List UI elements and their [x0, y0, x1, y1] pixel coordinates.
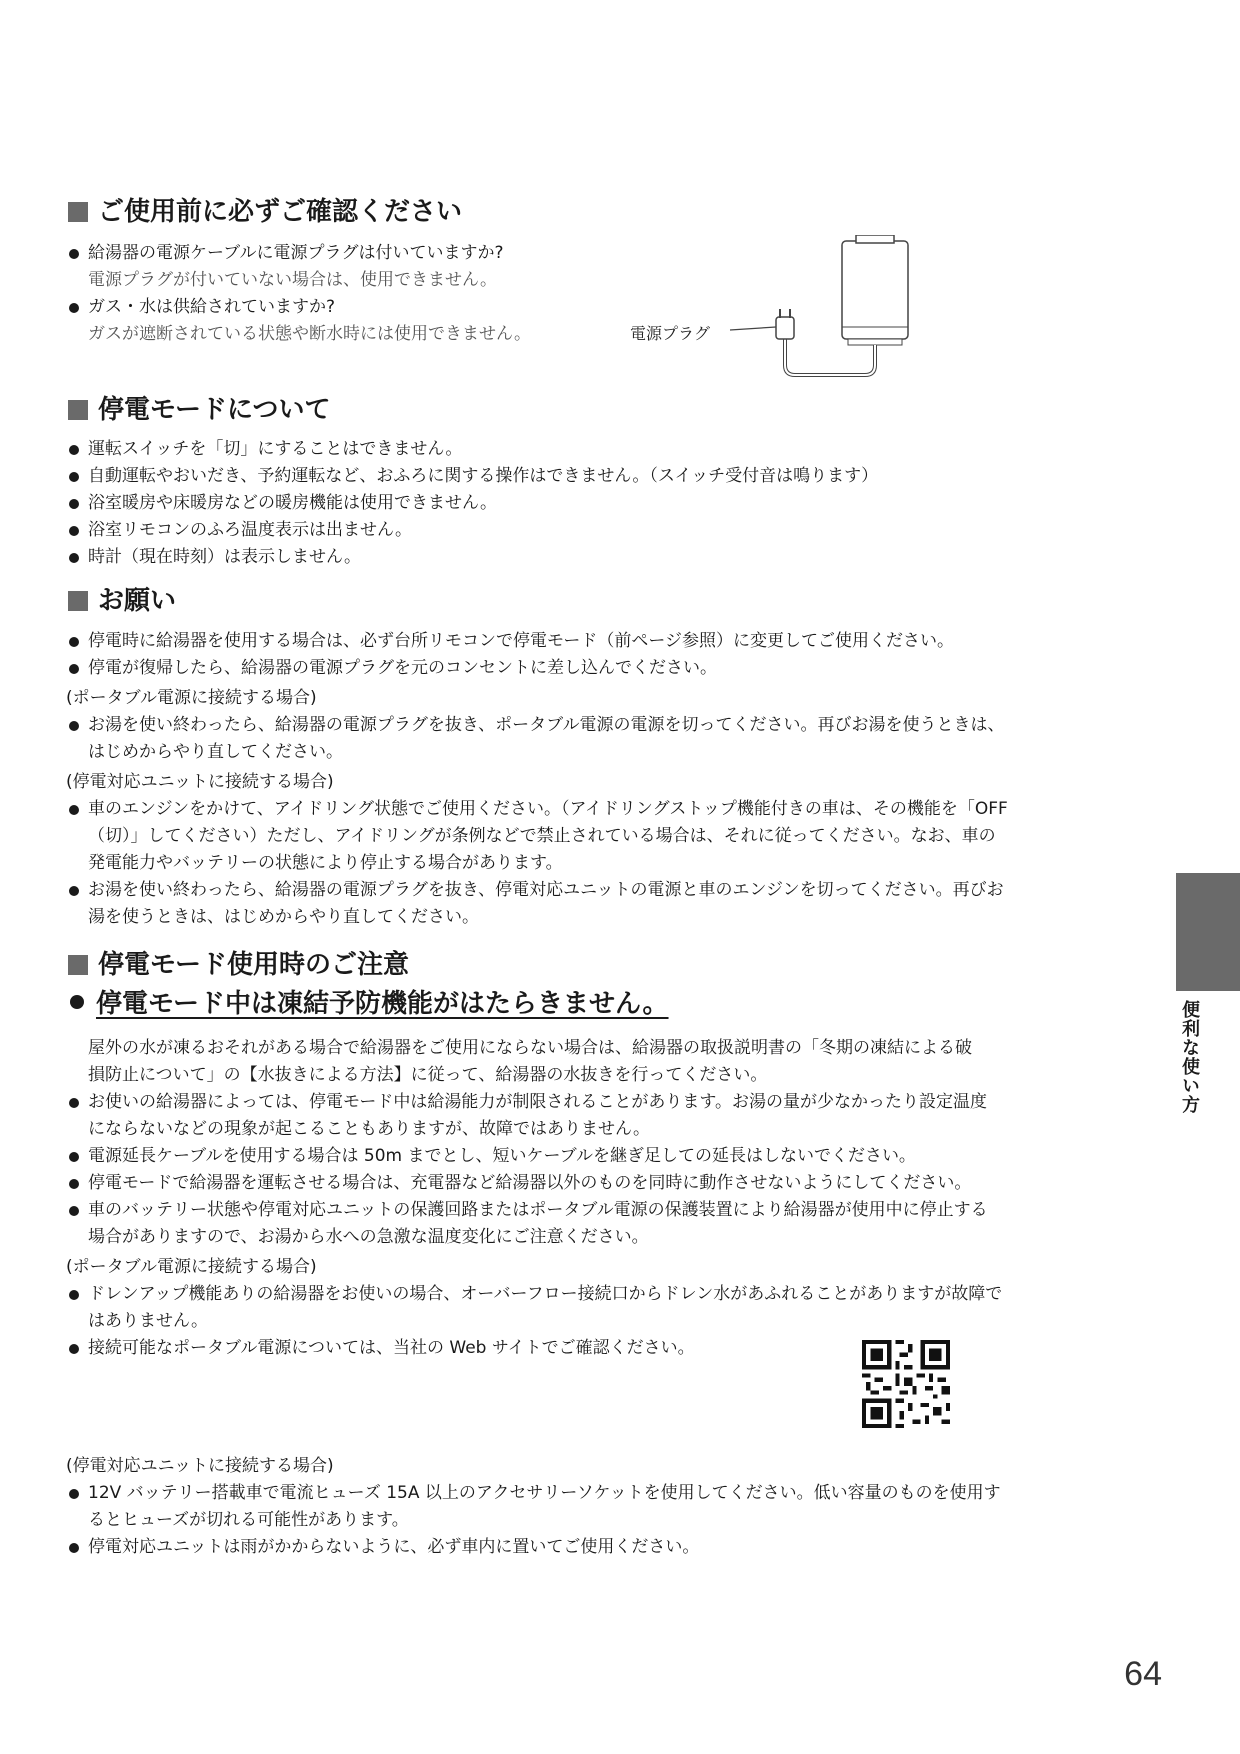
- list-item: 車のエンジンをかけて、アイドリング状態でご使用ください。（アイドリングストップ機能付きの車は、その機能を「OFF （切）」してください）ただし、アイドリングが条例などで禁止されている場合は、それに従ってください。なお、車の 発電能力やバッテリーの状態により停止する場合があります。: [66, 796, 1166, 877]
- list-item: 接続可能なポータブル電源については、当社の Web サイトでご確認ください。: [66, 1335, 1166, 1362]
- list-item: 車のバッテリー状態や停電対応ユニットの保護回路またはポータブル電源の保護装置により給湯器が使用中に停止する 場合がありますので、お湯から水への急激な温度変化にご注意ください。: [66, 1197, 1166, 1251]
- list-item: ドレンアップ機能ありの給湯器をお使いの場合、オーバーフロー接続口からドレン水があふれることがありますが故障で はありません。: [66, 1281, 1166, 1335]
- list-item: 停電時に給湯器を使用する場合は、必ず台所リモコンで停電モード（前ページ参照）に変更してご使用ください。: [66, 628, 1166, 655]
- list-item-sub: 電源プラグが付いていない場合は、使用できません。: [88, 270, 498, 290]
- page-number: 64: [1124, 1655, 1162, 1693]
- list-item: 時計（現在時刻）は表示しません。: [66, 544, 1166, 571]
- freeze-warning-heading: 停電モード中は凍結予防機能がはたらきません。: [70, 987, 669, 1021]
- side-tab-label: 便利な使い方: [1179, 1000, 1200, 1114]
- list-item: 停電が復帰したら、給湯器の電源プラグを元のコンセントに差し込んでください。: [66, 655, 1166, 682]
- figure-label-power-plug: 電源プラグ: [630, 324, 711, 343]
- list-item: お使いの給湯器によっては、停電モード中は給湯能力が制限されることがあります。お湯の量が少なかったり設定温度 にならないなどの現象が起こることもありますが、故障ではありません。: [66, 1089, 1166, 1143]
- square-bullet-icon: [68, 202, 88, 222]
- mode-list: [66, 436, 1166, 571]
- list-item: 停電対応ユニットは雨がかからないように、必ず車内に置いてご使用ください。: [66, 1534, 1166, 1561]
- check-list: [66, 240, 606, 348]
- water-heater-illustration: [620, 235, 920, 385]
- list-item: 運転スイッチを「切」にすることはできません。: [66, 436, 1166, 463]
- caution-unit-list: [66, 1450, 1166, 1561]
- section-title-mode: 停電モードについて: [68, 393, 330, 427]
- sub-heading-unit: (停電対応ユニットに接続する場合): [66, 1456, 334, 1476]
- list-item: 電源延長ケーブルを使用する場合は 50m までとし、短いケーブルを継ぎ足しての延長はしないでください。: [66, 1143, 1166, 1170]
- section-title-check: ご使用前に必ずご確認ください: [68, 195, 462, 229]
- square-bullet-icon: [68, 400, 88, 420]
- sub-heading-unit: (停電対応ユニットに接続する場合): [66, 772, 334, 792]
- list-item: 自動運転やおいだき、予約運転など、おふろに関する操作はできません。（スイッチ受付音は鳴ります）: [66, 463, 1166, 490]
- qr-code[interactable]: [862, 1340, 950, 1428]
- side-tab-marker: [1176, 873, 1240, 991]
- list-item: お湯を使い終わったら、給湯器の電源プラグを抜き、ポータブル電源の電源を切ってください。再びお湯を使うときは、 はじめからやり直してください。: [66, 712, 1166, 766]
- section-title-caution: 停電モード使用時のご注意: [68, 948, 409, 982]
- square-bullet-icon: [68, 955, 88, 975]
- caution-list: [66, 1035, 1166, 1362]
- list-item-sub: ガスが遮断されている状態や断水時には使用できません。: [88, 324, 532, 344]
- request-list: [66, 628, 1166, 931]
- square-bullet-icon: [68, 591, 88, 611]
- section-title-request: お願い: [68, 584, 176, 618]
- list-item: 12V バッテリー搭載車で電流ヒューズ 15A 以上のアクセサリーソケットを使用してください。低い容量のものを使用す るとヒューズが切れる可能性があります。: [66, 1480, 1166, 1534]
- sub-heading-portable: (ポータブル電源に接続する場合): [66, 1257, 317, 1277]
- list-item: 給湯器の電源ケーブルに電源プラグは付いていますか?: [66, 240, 606, 267]
- list-item: 浴室暖房や床暖房などの暖房機能は使用できません。: [66, 490, 1166, 517]
- list-item: ガス・水は供給されていますか?: [66, 294, 606, 321]
- bullet-dot-icon: [70, 995, 84, 1009]
- sub-heading-portable: (ポータブル電源に接続する場合): [66, 688, 317, 708]
- freeze-warning-body: 屋外の水が凍るおそれがある場合で給湯器をご使用にならない場合は、給湯器の取扱説明書の「冬期の凍結による破 損防止について」の【水抜きによる方法】に従って、給湯器の水抜きを行ってください。: [88, 1038, 972, 1085]
- list-item: 浴室リモコンのふろ温度表示は出ません。: [66, 517, 1166, 544]
- list-item: 停電モードで給湯器を運転させる場合は、充電器など給湯器以外のものを同時に動作させないようにしてください。: [66, 1170, 1166, 1197]
- list-item: お湯を使い終わったら、給湯器の電源プラグを抜き、停電対応ユニットの電源と車のエンジンを切ってください。再びお 湯を使うときは、はじめからやり直してください。: [66, 877, 1166, 931]
